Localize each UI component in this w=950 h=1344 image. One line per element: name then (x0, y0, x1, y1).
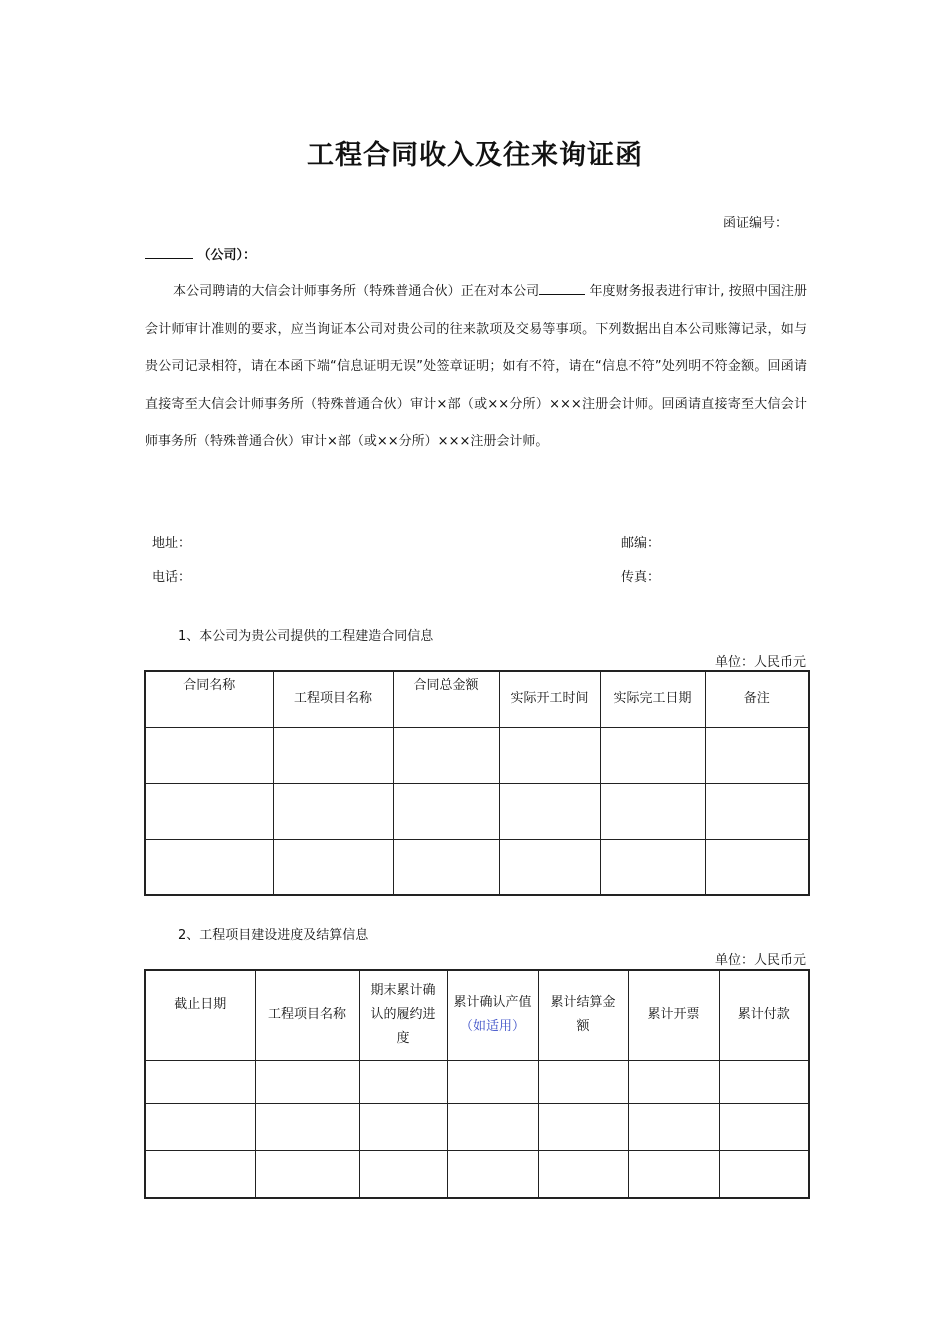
table-cell[interactable] (393, 727, 499, 783)
table-cell[interactable] (600, 783, 705, 839)
header-remarks: 备注 (705, 671, 809, 727)
table-cell[interactable] (499, 783, 600, 839)
if-applicable-note: （如适用） (459, 1019, 525, 1035)
table-cell[interactable] (538, 1150, 628, 1198)
table-cell[interactable] (359, 1150, 447, 1198)
progress-settlement-table (144, 969, 810, 1199)
table-row (145, 1103, 809, 1150)
table-cell[interactable] (719, 1103, 809, 1150)
body-text-part2: 年度财务报表进行审计, 按照中国注册会计师审计准则的要求，应当询证本公司对贵公司的往来款项及交易等事项。下列数据出自本公司账簿记录，如与贵公司记录相符，请在本函下端“信息证明无误”处签章证明；如有不符，请在“信息不符”处列明不符金额。回函请直接寄至大信会计师事务所（特殊普通合伙）审计×部（或××分所）×××注册会计师。回函请直接寄至大信会计师事务所（特殊普通合伙）审计×部（或××分所）×××注册会计师。 (145, 284, 807, 449)
header-contract-name: 合同名称 (145, 671, 273, 727)
addressee-suffix: （公司）： (197, 248, 257, 263)
table-cell[interactable] (273, 783, 393, 839)
body-paragraph (145, 273, 807, 461)
header-project-name: 工程项目名称 (273, 671, 393, 727)
table-cell[interactable] (273, 727, 393, 783)
section1-unit: 单位：人民币元 (714, 655, 806, 670)
body-text-part1: 本公司聘请的大信会计师事务所（特殊普通合伙）正在对本公司 (173, 284, 540, 299)
table-cell[interactable] (359, 1060, 447, 1103)
table-cell[interactable] (719, 1150, 809, 1198)
header-invoiced: 累计开票 (628, 970, 719, 1060)
address-label: 地址： (152, 536, 192, 551)
letter-number-label: 函证编号： (722, 216, 788, 231)
table-row (145, 1060, 809, 1103)
header-completion-date: 实际完工日期 (600, 671, 705, 727)
table-cell[interactable] (628, 1060, 719, 1103)
section2-unit: 单位：人民币元 (714, 953, 806, 968)
table-cell[interactable] (393, 839, 499, 895)
table-cell[interactable] (359, 1103, 447, 1150)
table-cell[interactable] (538, 1060, 628, 1103)
table-cell[interactable] (628, 1150, 719, 1198)
table-cell[interactable] (255, 1060, 359, 1103)
header-total-amount: 合同总金额 (393, 671, 499, 727)
header-project-name: 工程项目名称 (255, 970, 359, 1060)
section2-heading: 2、工程项目建设进度及结算信息 (178, 928, 369, 943)
letter-body (145, 273, 807, 461)
year-blank[interactable] (539, 294, 585, 295)
table-cell[interactable] (600, 727, 705, 783)
company-blank[interactable] (145, 258, 193, 259)
table-row (145, 783, 809, 839)
table-cell[interactable] (145, 783, 273, 839)
header-output-value (447, 970, 538, 1060)
table-cell[interactable] (255, 1103, 359, 1150)
section1-heading: 1、本公司为贵公司提供的工程建造合同信息 (178, 629, 434, 644)
page-title: 工程合同收入及往来询证函 (307, 140, 643, 171)
table-cell[interactable] (447, 1150, 538, 1198)
contract-info-table (144, 670, 810, 896)
table-cell[interactable] (705, 839, 809, 895)
table-cell[interactable] (273, 839, 393, 895)
phone-label: 电话： (152, 570, 192, 585)
table-header-row (145, 671, 809, 727)
output-value-label: 累计确认产值 (453, 995, 532, 1011)
table-cell[interactable] (499, 839, 600, 895)
table-cell[interactable] (538, 1103, 628, 1150)
table-cell[interactable] (447, 1060, 538, 1103)
table-cell[interactable] (628, 1103, 719, 1150)
header-cutoff-date: 截止日期 (145, 970, 255, 1060)
table-row (145, 1150, 809, 1198)
table-cell[interactable] (145, 1060, 255, 1103)
table-cell[interactable] (705, 727, 809, 783)
header-paid: 累计付款 (719, 970, 809, 1060)
table-cell[interactable] (255, 1150, 359, 1198)
table-cell[interactable] (145, 727, 273, 783)
table-cell[interactable] (447, 1103, 538, 1150)
postcode-label: 邮编： (621, 536, 661, 551)
header-start-time: 实际开工时间 (499, 671, 600, 727)
table-cell[interactable] (719, 1060, 809, 1103)
header-settlement-amount: 累计结算金额 (538, 970, 628, 1060)
table-cell[interactable] (145, 1150, 255, 1198)
table-cell[interactable] (145, 839, 273, 895)
table-header-row (145, 970, 809, 1060)
table-cell[interactable] (393, 783, 499, 839)
fax-label: 传真： (621, 570, 661, 585)
table-cell[interactable] (145, 1103, 255, 1150)
table-row (145, 839, 809, 895)
table-cell[interactable] (499, 727, 600, 783)
table-cell[interactable] (705, 783, 809, 839)
addressee (145, 244, 256, 263)
header-performance-progress: 期末累计确认的履约进度 (359, 970, 447, 1060)
table-cell[interactable] (600, 839, 705, 895)
table-row (145, 727, 809, 783)
